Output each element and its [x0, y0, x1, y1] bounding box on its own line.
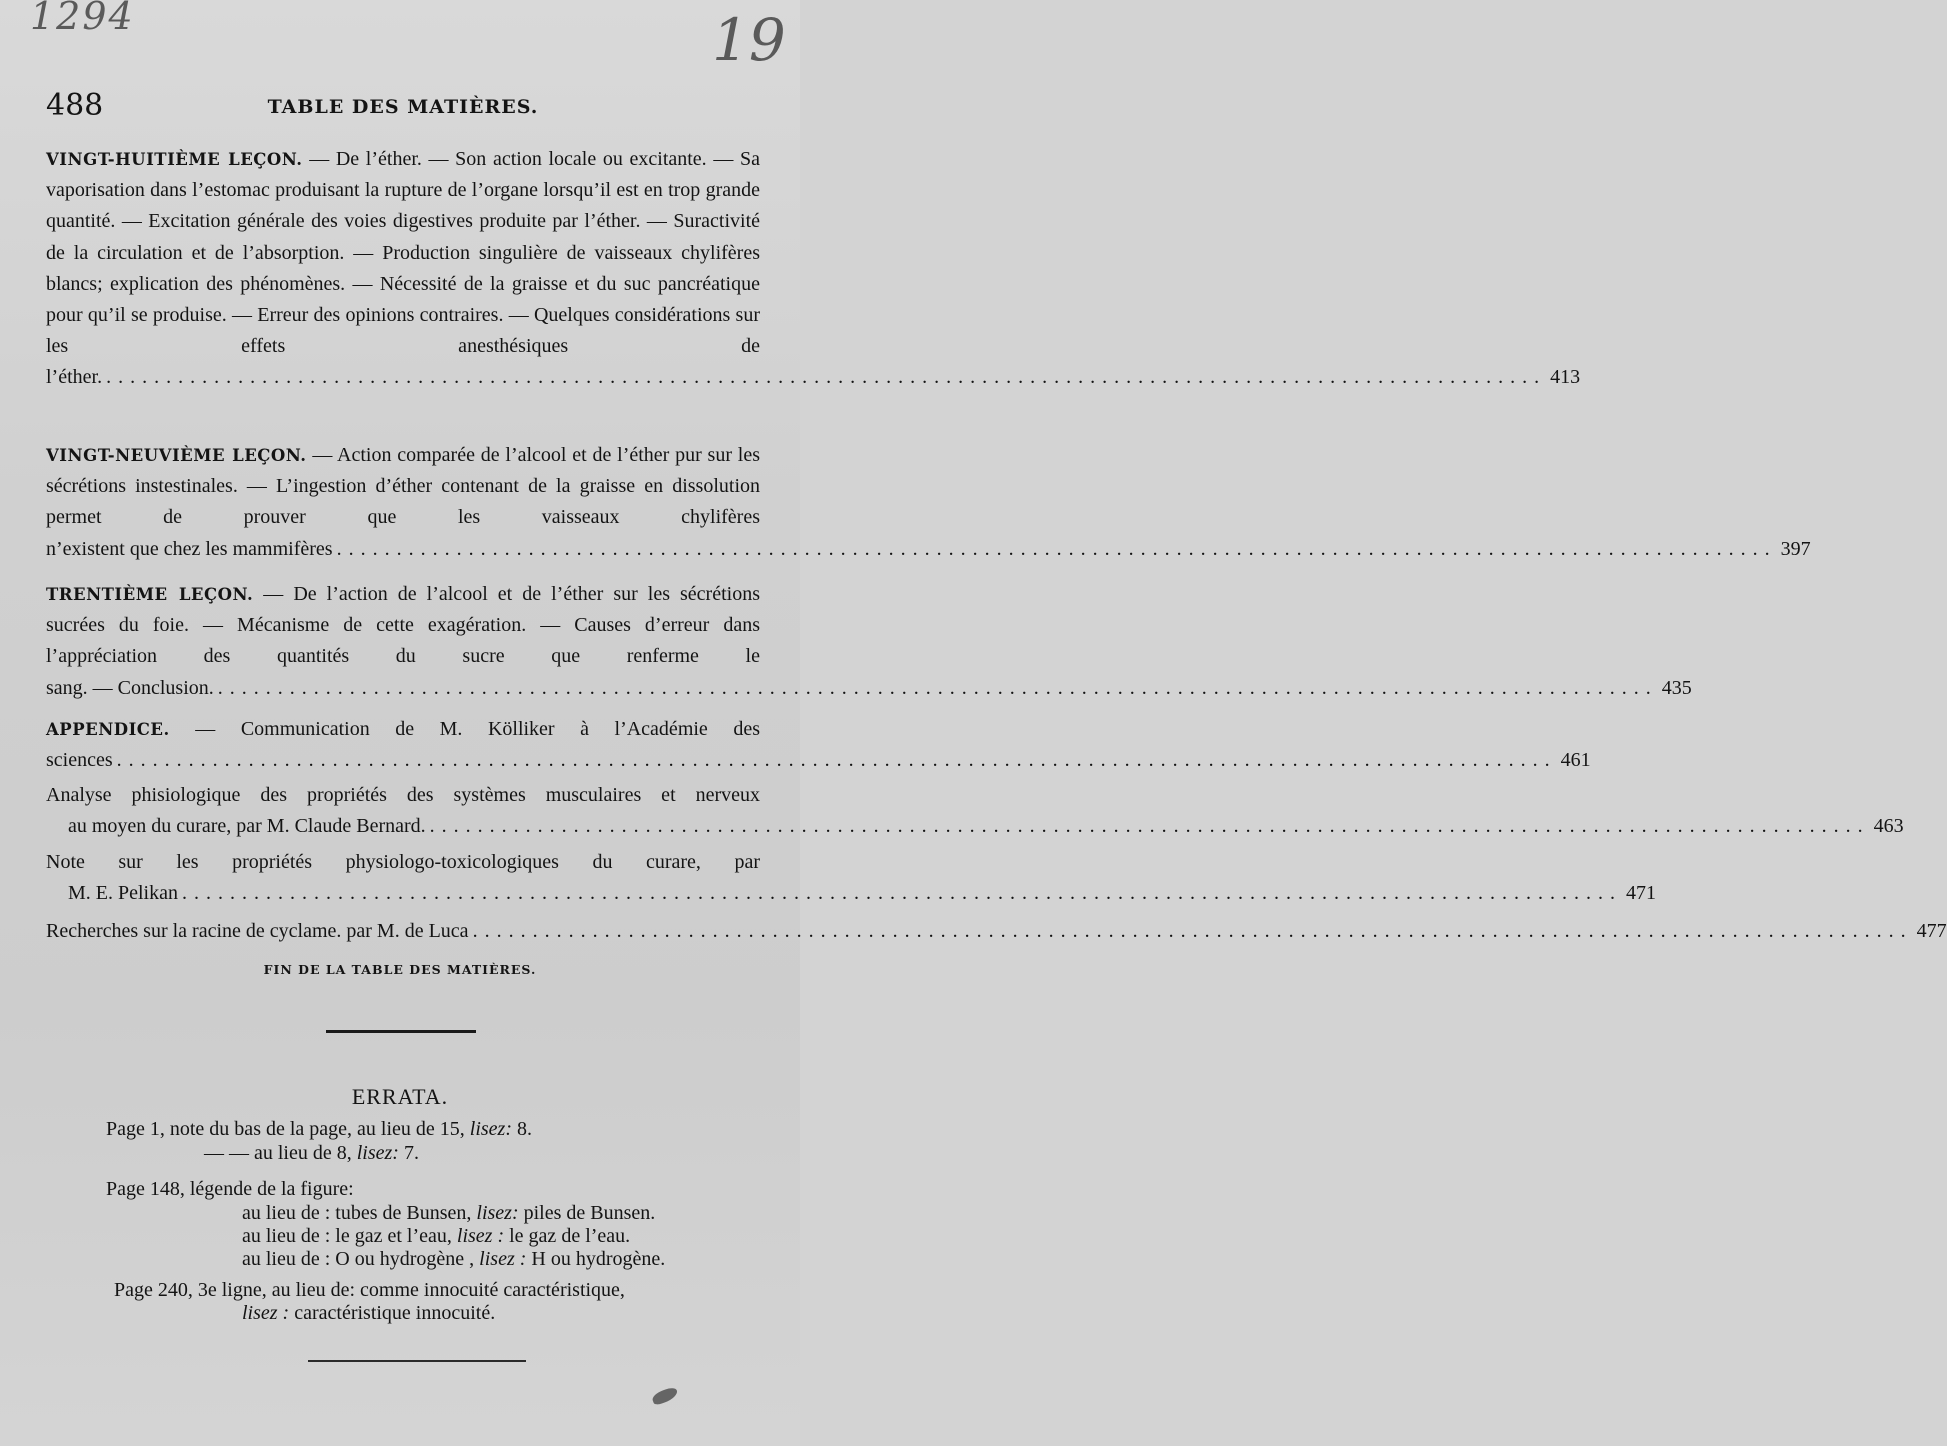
dot-leader: ........................................................................................................................ — [106, 366, 1547, 389]
errata-text: caractéristique innocuité. — [289, 1302, 496, 1324]
errata-text: H ou hydrogène. — [526, 1248, 666, 1270]
entry-page-number: 397 — [1780, 537, 1811, 560]
entry-page-number: 463 — [1873, 815, 1904, 838]
toc-entry — [46, 579, 1692, 704]
end-of-table-note: FIN DE LA TABLE DES MATIÈRES. — [263, 962, 537, 977]
entry-summary: Note sur les propriétés physiologo-toxicologiques du curare, par — [46, 851, 760, 873]
toc-entry — [46, 714, 1591, 776]
errata-text: au lieu de : le gaz et l’eau, — [242, 1225, 457, 1247]
errata-correction-marker: lisez : — [479, 1248, 527, 1270]
errata-line — [106, 1178, 354, 1200]
errata-correction-marker: lisez: — [469, 1118, 512, 1140]
lesson-heading: TRENTIÈME LEÇON. — [46, 585, 254, 604]
errata-correction-marker: lisez: — [356, 1142, 399, 1164]
errata-line — [114, 1279, 625, 1301]
toc-entry — [46, 847, 1656, 909]
dot-leader: ........................................................................................................................ — [217, 676, 1658, 699]
entry-page-number: 471 — [1626, 882, 1656, 905]
errata-title: ERRATA. — [351, 1084, 449, 1109]
toc-entry — [46, 916, 1947, 947]
entry-page-number: 435 — [1661, 676, 1692, 699]
errata-correction-marker: lisez : — [242, 1302, 290, 1324]
errata-text: Page 240, 3e ligne, au lieu de: comme innocuité caractéristique, — [114, 1279, 625, 1301]
errata-text: — — au lieu de 8, — [204, 1142, 357, 1164]
errata-text: au lieu de : O ou hydrogène , — [242, 1248, 480, 1270]
entry-last-line: M. E. Pelikan — [68, 882, 178, 905]
page-header — [46, 90, 760, 126]
errata-text: au lieu de : tubes de Bunsen, — [242, 1202, 477, 1224]
errata-text: Page 1, note du bas de la page, au lieu de 15, — [106, 1118, 470, 1140]
ink-smudge — [651, 1386, 680, 1406]
entry-page-number: 477 — [1916, 920, 1947, 942]
errata-text: 7. — [398, 1142, 419, 1164]
entry-summary: Analyse phisiologique des propriétés des systèmes musculaires et nerveux — [46, 784, 760, 806]
handwritten-folio: 19 — [712, 6, 786, 74]
entry-summary: — Action comparée de l’alcool et de l’éther pur sur les sécrétions instestinales. — L’ingestion d’éther contenant de la graisse en dissolution permet de prouver que les vaisseaux chylifères — [46, 444, 760, 529]
handwritten-number: 1294 — [30, 0, 135, 38]
page-number: 488 — [46, 88, 104, 123]
lesson-heading: VINGT-NEUVIÈME LEÇON. — [46, 446, 307, 465]
entry-last-line: l’éther. — [46, 366, 103, 389]
errata-correction-marker: lisez: — [476, 1202, 519, 1224]
errata-line — [204, 1142, 419, 1164]
running-title: TABLE DES MATIÈRES. — [267, 96, 539, 118]
entry-summary: — Communication de M. Kölliker à l’Académie des — [169, 718, 760, 740]
entry-summary: — De l’éther. — Son action locale ou excitante. — Sa vaporisation dans l’estomac produisant la rupture de l’organe lorsqu’il est en trop grande quantité. — Excitation générale des voies digestives produite par l’éther. — Suractivité de la circulation et de l’absorption. — Production singulière de vaisseaux chylifères blancs; explication des phénomènes. — Nécessité de la graisse et du suc pancréatique pour qu’il se produise. — Erreur des opinions contraires. — Quelques considérations sur les effets anesthésiques de — [46, 148, 760, 358]
entry-last-line: au moyen du curare, par M. Claude Bernard. — [68, 815, 426, 838]
errata-text: 8. — [512, 1118, 532, 1140]
errata-line — [242, 1202, 655, 1224]
entry-page-number: 461 — [1560, 749, 1591, 772]
dot-leader: ........................................................................................................................ — [336, 537, 1777, 560]
lesson-heading: APPENDICE. — [46, 720, 170, 739]
entry-page-number: 413 — [1550, 366, 1581, 389]
closing-rule — [308, 1360, 526, 1362]
entry-last-line: sang. — Conclusion. — [46, 676, 214, 699]
dot-leader: ........................................................................................................................ — [472, 920, 1913, 942]
entry-last-line: n’existent que chez les mammifères — [46, 537, 333, 560]
toc-entry — [46, 780, 1904, 842]
lesson-heading: VINGT-HUITIÈME LEÇON. — [46, 150, 303, 169]
errata-line — [106, 1118, 532, 1140]
entry-last-line: sciences — [46, 749, 113, 772]
dot-leader: ........................................................................................................................ — [429, 815, 1870, 838]
entry-summary: — De l’action de l’alcool et de l’éther sur les sécrétions sucrées du foie. — Mécanisme de cette exagération. — Causes d’erreur dans l’appréciation des quantités du sucre que renferme le — [46, 583, 760, 668]
toc-entry — [46, 440, 1811, 565]
errata-text: Page 148, légende de la figure: — [106, 1178, 354, 1200]
entry-last-line: Recherches sur la racine de cyclame. par M. de Luca — [46, 920, 469, 942]
section-divider — [326, 1030, 476, 1033]
errata-line — [242, 1248, 665, 1270]
errata-correction-marker: lisez : — [456, 1225, 505, 1247]
errata-text: piles de Bunsen. — [518, 1202, 656, 1224]
errata-line — [242, 1225, 630, 1247]
dot-leader: ........................................................................................................................ — [116, 749, 1557, 772]
errata-text: le gaz de l’eau. — [504, 1225, 631, 1247]
errata-line — [242, 1302, 495, 1324]
dot-leader: ........................................................................................................................ — [182, 882, 1622, 905]
toc-entry — [46, 144, 1581, 394]
